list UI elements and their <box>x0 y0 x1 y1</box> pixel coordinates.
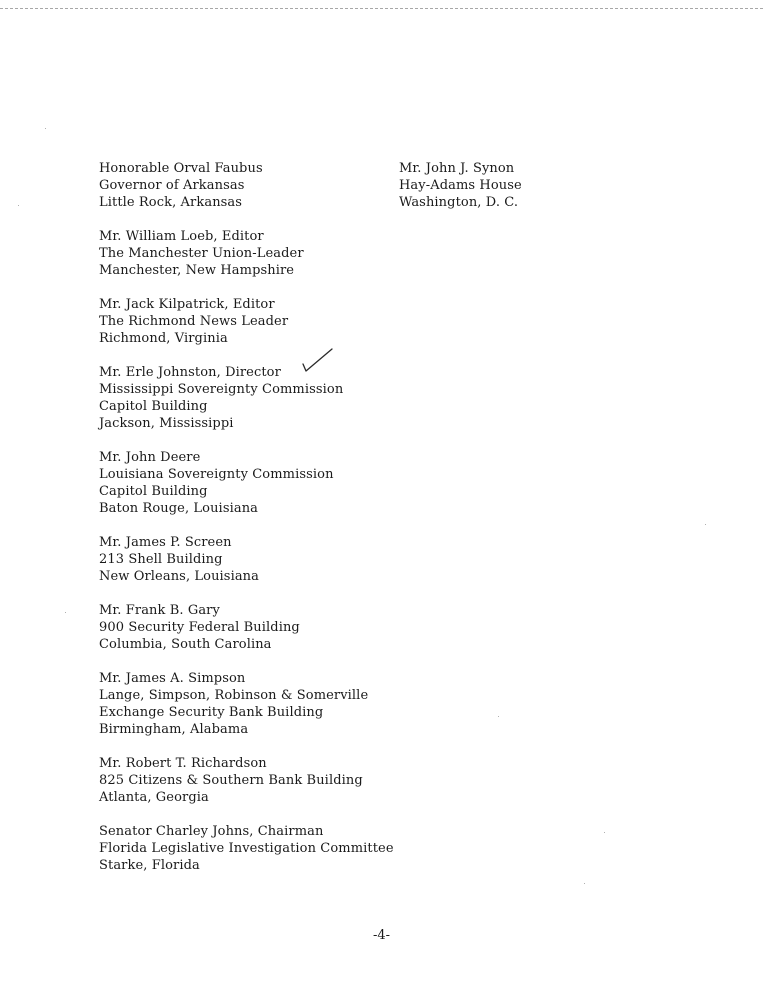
address-line: The Richmond News Leader <box>99 314 289 329</box>
address-line: Louisiana Sovereignty Commission <box>99 467 334 482</box>
address-line: New Orleans, Louisiana <box>99 569 260 584</box>
address-line: Starke, Florida <box>99 858 200 873</box>
address-line: Mr. John Deere <box>99 450 201 465</box>
scan-speck <box>604 832 605 833</box>
address-line: Senator Charley Johns, Chairman <box>99 824 324 839</box>
address-line: Manchester, New Hampshire <box>99 263 295 278</box>
address-line: Mr. Robert T. Richardson <box>99 756 267 771</box>
address-line: Capitol Building <box>99 484 208 499</box>
address-block <box>99 364 419 432</box>
address-block <box>99 670 419 738</box>
address-line: Richmond, Virginia <box>99 331 228 346</box>
address-line: 825 Citizens & Southern Bank Building <box>99 773 363 788</box>
address-block <box>99 449 419 517</box>
address-line: Washington, D. C. <box>399 195 519 210</box>
address-line: Mr. Erle Johnston, Director <box>99 365 281 380</box>
address-line: Mr. Jack Kilpatrick, Editor <box>99 297 275 312</box>
address-block <box>99 823 419 874</box>
address-line: Hay-Adams House <box>399 178 522 193</box>
page-number: -4- <box>372 928 391 943</box>
address-block <box>99 296 419 347</box>
scan-speck <box>65 612 66 613</box>
scan-speck <box>498 716 499 717</box>
address-line: Baton Rouge, Louisiana <box>99 501 259 516</box>
left-address-column <box>99 160 419 891</box>
scan-speck <box>45 128 46 129</box>
address-block <box>99 228 419 279</box>
address-line: Florida Legislative Investigation Committee <box>99 841 394 856</box>
address-line: Little Rock, Arkansas <box>99 195 243 210</box>
address-line: Mr. William Loeb, Editor <box>99 229 264 244</box>
address-block <box>99 160 419 211</box>
address-line: Columbia, South Carolina <box>99 637 272 652</box>
address-line: Atlanta, Georgia <box>99 790 209 805</box>
address-line: Governor of Arkansas <box>99 178 245 193</box>
address-line: Birmingham, Alabama <box>99 722 249 737</box>
address-line: Capitol Building <box>99 399 208 414</box>
address-line: 213 Shell Building <box>99 552 223 567</box>
address-block <box>399 160 649 211</box>
address-line: Lange, Simpson, Robinson & Somerville <box>99 688 369 703</box>
scan-speck <box>584 883 585 884</box>
checkmark-icon <box>300 347 336 377</box>
address-line: Exchange Security Bank Building <box>99 705 324 720</box>
top-edge-border <box>0 0 763 9</box>
address-block <box>99 534 419 585</box>
address-line: Mr. Frank B. Gary <box>99 603 220 618</box>
address-line: The Manchester Union-Leader <box>99 246 304 261</box>
address-line: Honorable Orval Faubus <box>99 161 263 176</box>
address-line: Mr. James P. Screen <box>99 535 232 550</box>
scan-speck <box>18 205 19 206</box>
right-address-column <box>399 160 649 228</box>
address-line: Mr. John J. Synon <box>399 161 515 176</box>
address-line: 900 Security Federal Building <box>99 620 300 635</box>
address-line: Jackson, Mississippi <box>99 416 234 431</box>
scan-speck <box>705 524 706 525</box>
address-line: Mississippi Sovereignty Commission <box>99 382 344 397</box>
address-block <box>99 602 419 653</box>
address-line: Mr. James A. Simpson <box>99 671 246 686</box>
address-block <box>99 755 419 806</box>
